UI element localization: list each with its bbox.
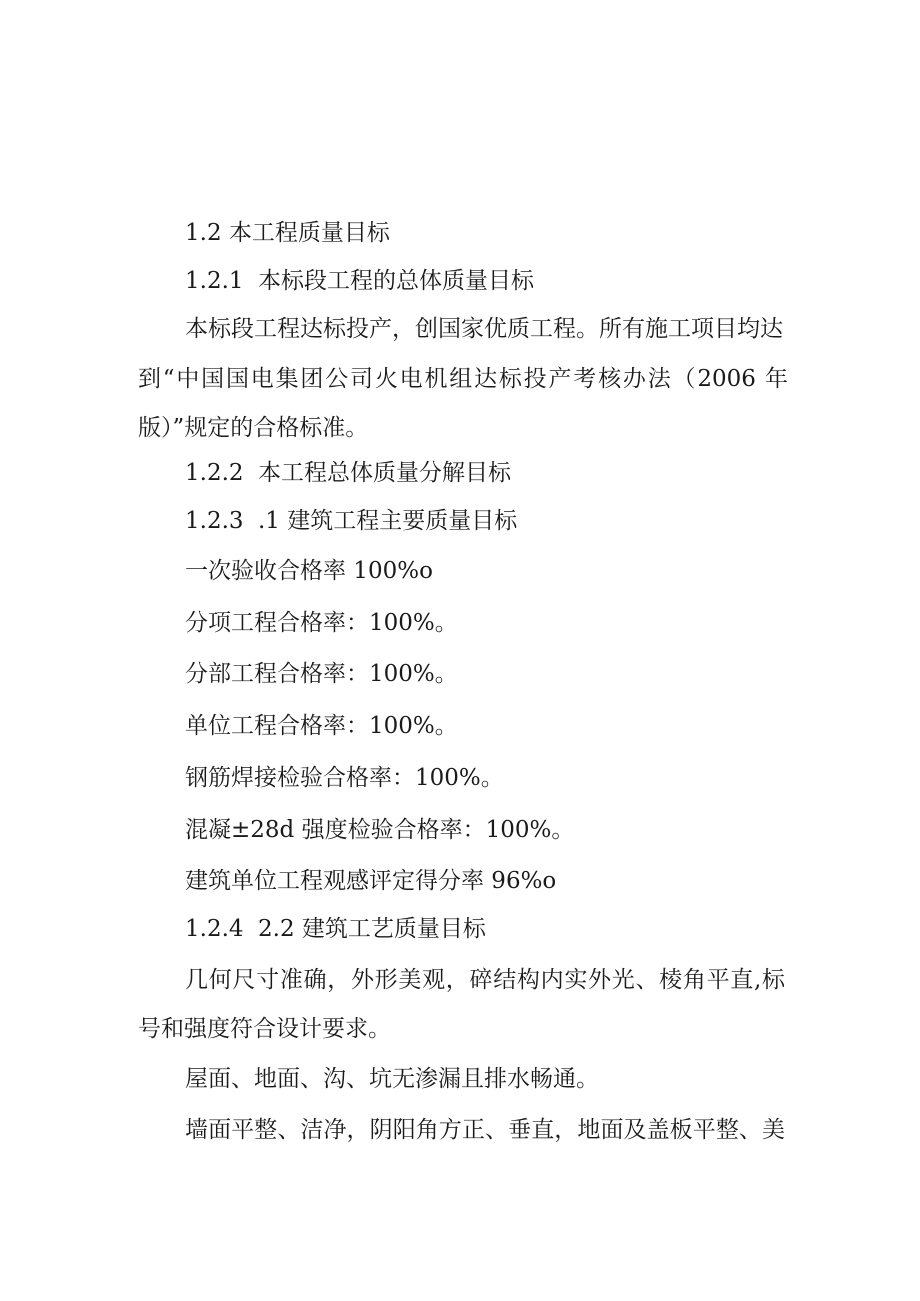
section-title: 本标段工程的总体质量目标 [258,268,534,294]
target-item: 分部工程合格率：100%。 [185,661,458,687]
paragraph-line: 本标段工程达标投产，创国家优质工程。所有施工项目均达 [185,316,783,342]
section-heading-1-2-3 [185,506,835,536]
paragraph-line: 到“中国国电集团公司火电机组达标投产考核办法（2006 年 [138,366,788,392]
section-number: 1.2.3 [185,508,244,534]
paragraph-line: 号和强度符合设计要求。 [138,1016,391,1042]
target-item: 一次验收合格率 100%o [185,558,433,584]
section-number: 1.2.2 [185,460,244,486]
target-item: 钢筋焊接检验合格率：100%。 [185,765,504,791]
target-item: 单位工程合格率：100%。 [185,713,458,739]
section-heading-1-2-4 [185,914,835,944]
paragraph-line: 几何尺寸准确，外形美观，碎结构内实外光、棱角平直,标 [185,967,785,993]
paragraph-line: 墙面平整、洁净，阴阳角方正、垂直，地面及盖板平整、美 [185,1117,785,1143]
section-heading-1-2: 1.2 本工程质量目标 [185,220,390,246]
target-item: 混凝±28d 强度检验合格率：100%。 [185,817,575,843]
paragraph-line: 版）”规定的合格标准。 [138,415,369,441]
section-title: 本工程总体质量分解目标 [258,460,511,486]
section-number: 1.2.1 [185,268,244,294]
target-item: 分项工程合格率：100%。 [185,610,458,636]
section-number: 1.2.4 [185,916,244,942]
section-heading-1-2-1 [185,266,835,296]
target-item: 建筑单位工程观感评定得分率 96%o [185,868,557,894]
section-title: 2.2 建筑工艺质量目标 [258,916,486,942]
section-title: .1 建筑工程主要质量目标 [258,508,518,534]
section-heading-1-2-2 [185,458,835,488]
paragraph-line: 屋面、地面、沟、坑无渗漏且排水畅通。 [185,1066,599,1092]
